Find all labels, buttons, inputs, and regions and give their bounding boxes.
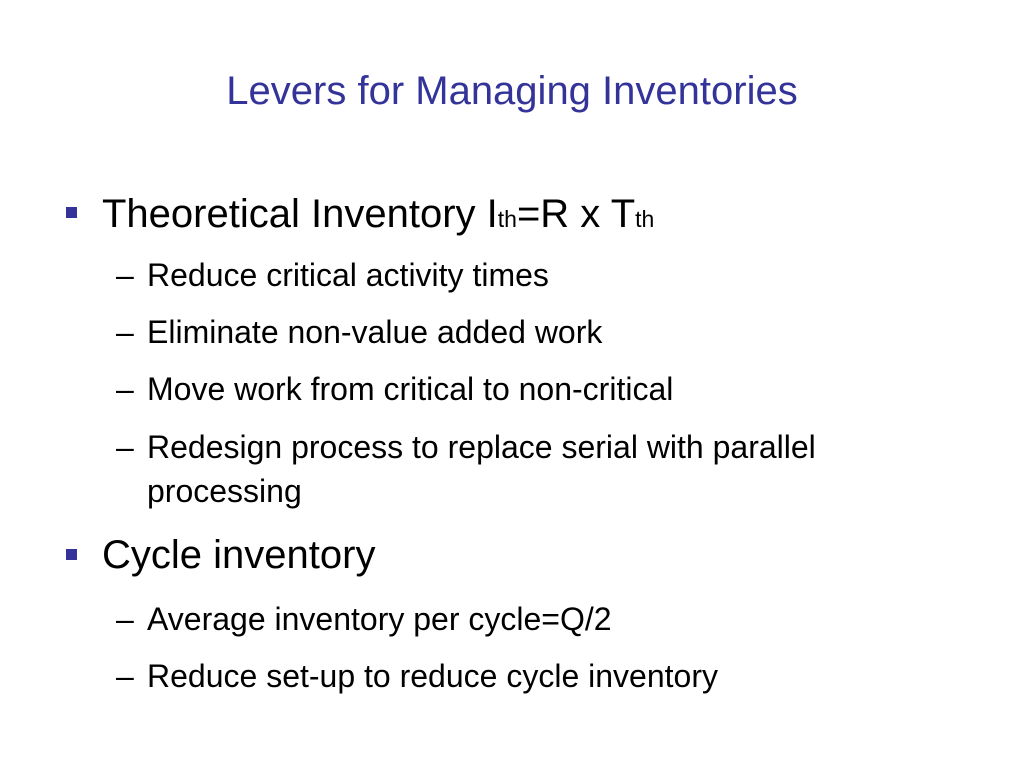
dash-marker: – — [116, 314, 134, 350]
subscript-th-2: th — [635, 206, 655, 232]
bullet-text-main: Theoretical Inventory I — [102, 192, 498, 236]
subitem-average-inventory: Average inventory per cycle=Q/2 — [147, 601, 612, 637]
subscript-th-1: th — [497, 206, 517, 232]
bullet-text-formula: =R x T — [516, 192, 636, 236]
subitem-reduce-setup: Reduce set-up to reduce cycle inventory — [147, 658, 718, 694]
subitem-reduce-critical-times: Reduce critical activity times — [147, 257, 549, 293]
slide-title: Levers for Managing Inventories — [226, 69, 798, 113]
dash-marker: – — [116, 257, 134, 293]
bullet-theoretical-inventory — [102, 191, 654, 242]
dash-marker: – — [116, 371, 134, 407]
square-bullet-icon — [66, 549, 77, 560]
dash-marker: – — [116, 658, 134, 694]
subitem-redesign-process: Redesign process to replace serial with parallel processing — [147, 429, 816, 509]
subitem-eliminate-non-value: Eliminate non-value added work — [147, 314, 603, 350]
dash-marker: – — [116, 601, 134, 637]
subitem-move-work: Move work from critical to non-critical — [147, 371, 674, 407]
square-bullet-icon — [66, 207, 77, 218]
bullet-cycle-inventory: Cycle inventory — [102, 533, 376, 577]
dash-marker: – — [116, 429, 134, 465]
